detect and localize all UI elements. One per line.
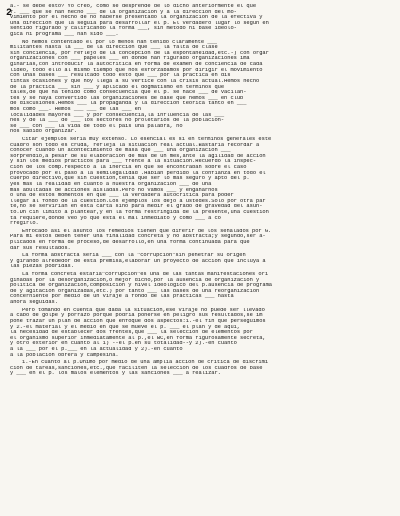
- text-line: la necesidad de establecer dos frentes,que ___ la selección de elementos por: [10, 330, 253, 336]
- text-line: nes y de la ___ de ___ los sectores no proletarios de la población-: [10, 118, 225, 124]
- text-line: conocer cuando un acontecimiento de masa que ___ una organización ___: [10, 148, 231, 154]
- paragraph-p4: [10, 229, 394, 251]
- paragraph-p1: [10, 4, 394, 38]
- text-line: Citar ejemplos seria muy extenso. Lo esencial es si en términos generales este: [22, 137, 272, 143]
- text-line: te,no se servirían en esta carta sino para medir el grado de gravedad del asun-: [10, 204, 263, 210]
- text-line: y 2.-el material y el medio en que se mueve el p. ___ el plan y de aquí,: [10, 324, 241, 330]
- text-line: llegar al fondo de la cuestión.Los ejemplos los dejo a ustedes.Sólo por otra par: [10, 198, 266, 204]
- text-line: cuerpo directivo,que sin cuestión,tenía que ser lo más seguro y apto del p.: [10, 176, 250, 182]
- text-line: tes y se haya convertido las organizaciones de base que hemos ___ en club: [10, 95, 244, 101]
- text-line: La forma concreta estaría"corrupción"es una de las tantas manifestaciones ori: [22, 272, 269, 278]
- text-line: Enfocado asi el asunto los remedios tienen que diferir de los señalados por G.: [22, 228, 272, 234]
- text-line: No hemos contentado el por lo menos han tenido claramente ___: [22, 39, 217, 45]
- text-line: Pero tomando en cuenta que dada la situación,ese viraje no puede ser llevado: [22, 307, 265, 313]
- paragraph-p5: [10, 253, 394, 270]
- text-line: política de organización,composición y nivel ideológico del p.ausencia de programa: [10, 283, 272, 289]
- text-line: lideo, todo ello al mismo tiempo que nos esforzábamos por dirigir el movimiento: [10, 67, 263, 73]
- text-line: rregirlo.: [10, 221, 39, 227]
- text-line: f. ___ que se han hecho ___ de la organización y a la dirección del mo-: [10, 9, 237, 15]
- text-line: plicados en forma de proceso,de desarrollo,en una forma continuada para que: [10, 239, 250, 245]
- text-line: a cabo de golpe y porrazo porque podría ponerse en peligro sus resultados,se im: [10, 313, 263, 319]
- text-line: el organismo superior inmediatamente al p.,el BC,en forma rigurosamente secreta,: [10, 335, 266, 341]
- text-line: a la ___ por el p.___ en la actualidad y 2).-en cuanto: [10, 346, 183, 352]
- text-line: concerniente por medio de un viraje a fondo de las prácticas ___ hasta: [10, 294, 234, 300]
- text-line: ginadas por la desorganización,o mejor dicho,por la ausencia de organización y: [10, 277, 260, 283]
- text-line: de y agitación organizadas,etc.) por tanto ___ las bases de una reorganización: [10, 288, 260, 294]
- text-line: o una de estos momentos en que ___ la verdadera autocrítica para poder: [10, 193, 234, 199]
- text-line: mas abultadas de acciones aisladas.Pero no vamos ___ y enganarnos: [10, 187, 218, 193]
- text-line: a la población obrera y campesina.: [10, 352, 119, 358]
- text-line: tales,de que ha tenido como consecuencia que el p. se hace ___ de vacilan-: [10, 90, 247, 96]
- text-line: y girando alrededor de esta premisa,elaborar un proyecto de acción que incluya a: [10, 258, 266, 264]
- text-line: las piezas podridas.: [10, 264, 74, 270]
- paragraph-p3: [10, 137, 394, 227]
- text-line: se ___ con ___ la vida de todo el país una palabra, no: [10, 123, 183, 129]
- text-line: ción de tareas,sanciones,etc.,que faciliten la selección de los cuadros de base: [10, 365, 263, 371]
- text-line: sin conciencia, por reflejo de la concepción de la espontaneidad,etc.-) con orgar: [10, 50, 269, 56]
- text-line: sentido figurado y calificando la forma ___, sin método ni base ideoló-: [10, 26, 237, 32]
- text-line: provocado por el paso a la semilegalidad .Habían perdido la confianza en todo el: [10, 170, 266, 176]
- text-line: vimiento por el hecho de no haberse presentado la organización de la efectiva y: [10, 15, 263, 21]
- paragraph-p6: [10, 272, 394, 306]
- text-line: 1.-En cuanto al p.Unimo por medio de una amplia acción de crítica de discrimi: [22, 360, 269, 366]
- text-line: organizaciones con ___ papeles ___ en donde han figurado organizaciones ima: [10, 56, 250, 62]
- paragraph-p7: [10, 308, 394, 358]
- text-line: a.- se debe esto? Yo creo, como se desprende de lo dicho anteriormente el que: [10, 4, 257, 9]
- text-line: yes mas la realidad en cuanto a nuestra organización ___ de una: [10, 181, 212, 187]
- text-line: sorprendió,a pesar de su elaboración de más de un mes,ante la agilidad de acción: [10, 153, 266, 159]
- text-line: y sin los medios prácticos para ___ frente a la situación.Recuerdo la inspec-: [10, 159, 257, 165]
- text-line: ahora seguidas.: [10, 300, 58, 306]
- text-line: una dirección que la seguía para desarrollar el p. El verdadero lugar lo según en: [10, 20, 269, 26]
- text-line: cuadro son todo es cruda, refleja la situación real actual.Bastaría recordar a: [10, 142, 260, 148]
- text-line: y ___ en el p. los malos elementos y las sanciones ___ a realizar.: [10, 371, 221, 377]
- text-line: mos como ___. Hemos ___ ___ de las ___ en: [10, 106, 141, 112]
- text-line: ginarias,con introducir la autocrítica en forma de examen de conciencia de cada: [10, 62, 263, 68]
- text-line: Para mi éstos deben tener una finalidad concreta y no abstracta;y segundo,ser a-: [10, 234, 266, 240]
- text-line: to.Un cin limito a plantear,y en la forma restringida de la presente,una cuestión: [10, 209, 269, 215]
- text-line: ción de los comp.respecto a la inercia en que se encontraban sobre el caso: [10, 165, 247, 171]
- margin-page-mark: 2: [6, 8, 13, 19]
- text-line: de la práctica ___ sin ___ y aplicado el dogmatismo en términos que: [10, 84, 225, 90]
- text-line: nos sabido organizar.: [10, 129, 78, 135]
- typewritten-text-body: [10, 4, 394, 512]
- text-line: La forma abstracta sería ___ con la "corrupción"sin penetrar su origen: [22, 253, 246, 259]
- text-line: de discusiones.Hemos ___ la propaganda y la dirección teórica tanto en ___: [10, 101, 247, 107]
- text-line: y otro exterior en cuanto al 1) --el p.en su totalidad--y 2).-en cuanto: [10, 341, 237, 347]
- text-line: pone trazar un plan de acción que enfoque dos aspectos:1.-el fin que perseguimos: [10, 318, 266, 324]
- paragraph-p8: [10, 360, 394, 377]
- text-line: gica ni programa ___ han sido ___.: [10, 32, 119, 38]
- paragraph-p2: [10, 40, 394, 135]
- text-line: con unas bases ___ resultado todo esto que ___ por la práctica en dis: [10, 73, 231, 79]
- text-line: militantes hasta la ___ de la dirección que ___ la falta de clase: [10, 45, 218, 51]
- text-line: localidades mayores ___ y por consecuencia,la influencia de las ___: [10, 112, 225, 118]
- text-line: dar sus resultados.: [10, 245, 71, 251]
- text-line: tintas ocasiones y que hoy llega a su vértice con la crisis actual.Hemos hecho: [10, 78, 260, 84]
- text-line: ta requiere,donde veo yo que está el mal inmediato y como ___ a co: [10, 215, 221, 221]
